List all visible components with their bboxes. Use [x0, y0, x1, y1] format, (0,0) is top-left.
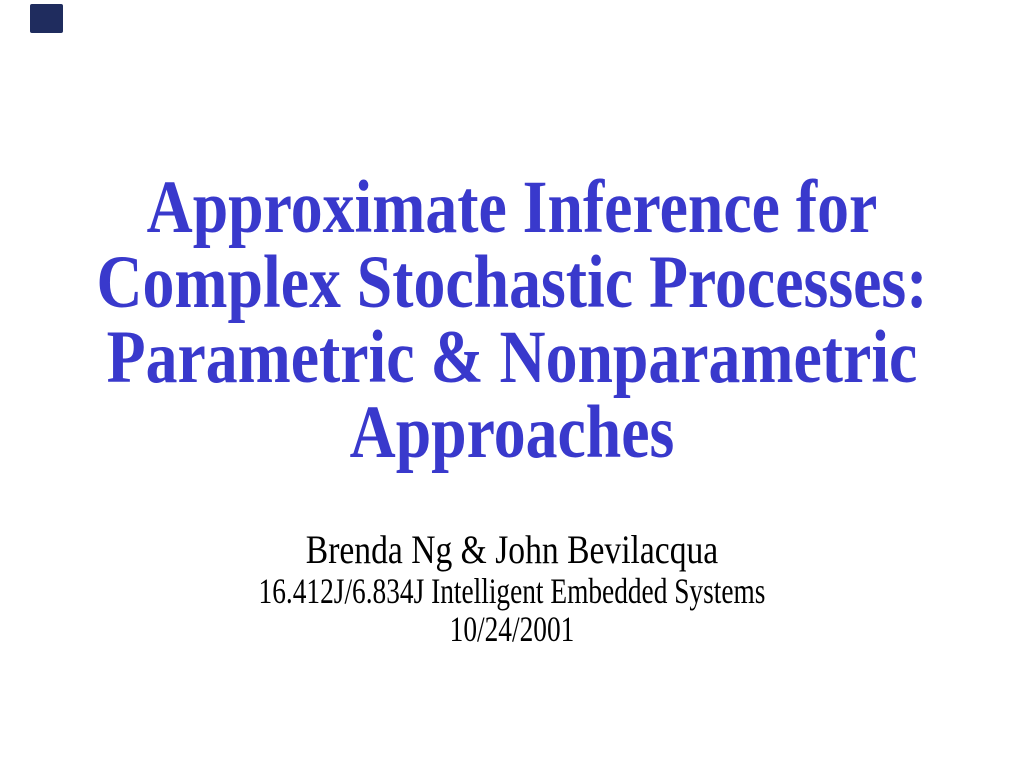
subtitle-authors: Brenda Ng & John Bevilacqua: [305, 527, 719, 572]
corner-logo: [30, 4, 63, 33]
subtitle-date: 10/24/2001: [449, 609, 575, 649]
slide-subtitle: [0, 528, 1024, 648]
title-line-2: Complex Stochastic Processes:: [96, 241, 928, 324]
title-line-4: Approaches: [349, 391, 675, 474]
slide-title: [0, 166, 1024, 474]
title-line-3: Parametric & Nonparametric: [106, 316, 918, 399]
subtitle-course: 16.412J/6.834J Intelligent Embedded Systems: [258, 571, 766, 611]
title-line-1: Approximate Inference for: [146, 166, 878, 249]
